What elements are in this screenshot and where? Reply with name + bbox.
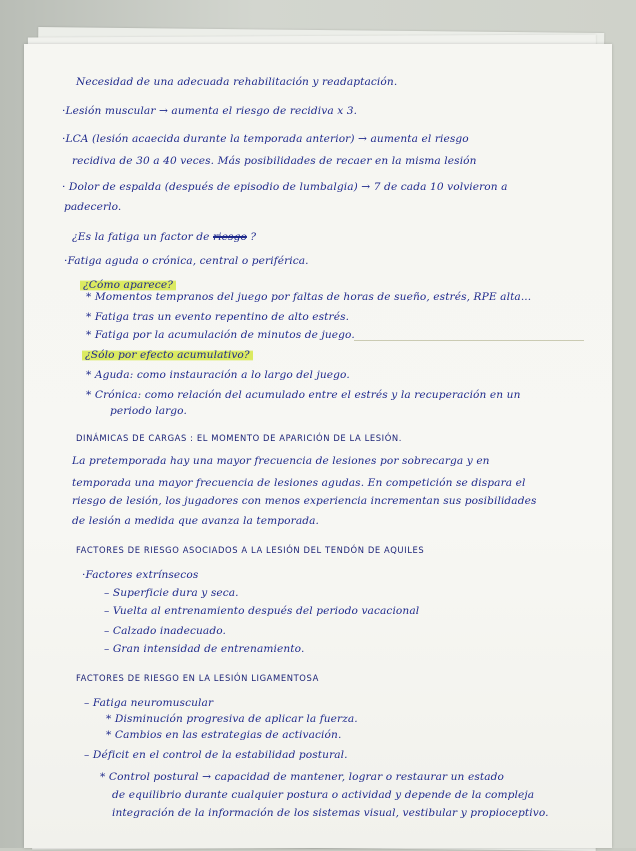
note-line: ·LCA (lesión acaecida durante la temporada anterior) → aumenta el riesgo bbox=[62, 133, 469, 145]
notes-page bbox=[24, 44, 612, 848]
note-line: – Superficie dura y seca. bbox=[104, 587, 239, 599]
section-heading: FACTORES DE RIESGO EN LA LESIÓN LIGAMENTOSA bbox=[76, 673, 319, 683]
note-line: * Control postural → capacidad de mantener, lograr o restaurar un estado bbox=[100, 771, 504, 783]
highlight-mark: ¿Sólo por efecto acumulativo? bbox=[82, 349, 253, 361]
note-line: riesgo de lesión, los jugadores con menos experiencia incrementan sus posibilidades bbox=[72, 495, 537, 507]
note-line: * Disminución progresiva de aplicar la fuerza. bbox=[106, 713, 358, 725]
section-heading: DINÁMICAS DE CARGAS : EL MOMENTO DE APARICIÓN DE LA LESIÓN. bbox=[76, 433, 403, 443]
note-line: recidiva de 30 a 40 veces. Más posibilidades de recaer en la misma lesión bbox=[72, 155, 477, 167]
note-line: – Déficit en el control de la estabilidad postural. bbox=[84, 749, 348, 761]
struck-word: riesgo bbox=[213, 231, 247, 243]
section-heading: FACTORES DE RIESGO ASOCIADOS A LA LESIÓN DEL TENDÓN DE AQUILES bbox=[76, 545, 425, 555]
note-line: de lesión a medida que avanza la temporada. bbox=[72, 515, 319, 527]
highlight-mark: ¿Cómo aparece? bbox=[80, 279, 176, 291]
note-line: – Calzado inadecuado. bbox=[104, 625, 226, 637]
note-line: La pretemporada hay una mayor frecuencia de lesiones por sobrecarga y en bbox=[72, 455, 490, 467]
note-line: * Aguda: como instauración a lo largo del juego. bbox=[86, 369, 350, 381]
note-line: – Gran intensidad de entrenamiento. bbox=[104, 643, 305, 655]
highlighted-question bbox=[82, 348, 253, 362]
note-line: periodo largo. bbox=[110, 405, 187, 417]
faint-rule bbox=[354, 340, 584, 341]
note-line: ·Factores extrínsecos bbox=[82, 569, 199, 581]
question-text: ¿Es la fatiga un factor de bbox=[72, 231, 214, 243]
note-line: * Fatiga tras un evento repentino de alto estrés. bbox=[86, 311, 350, 323]
note-line: ·Lesión muscular → aumenta el riesgo de recidiva x 3. bbox=[62, 105, 358, 117]
note-line: * Cambios en las estrategias de activación. bbox=[106, 729, 342, 741]
note-line: – Fatiga neuromuscular bbox=[84, 697, 214, 709]
note-line: * Crónica: como relación del acumulado entre el estrés y la recuperación en un bbox=[86, 389, 521, 401]
note-line: integración de la información de los sistemas visual, vestibular y propioceptivo. bbox=[112, 807, 549, 819]
note-line: temporada una mayor frecuencia de lesiones agudas. En competición se dispara el bbox=[72, 477, 526, 489]
note-line: · Dolor de espalda (después de episodio de lumbalgia) → 7 de cada 10 volvieron a bbox=[62, 181, 508, 193]
note-line: – Vuelta al entrenamiento después del periodo vacacional bbox=[104, 605, 420, 617]
question-mark: ? bbox=[246, 231, 257, 243]
note-line: ·Fatiga aguda o crónica, central o periférica. bbox=[64, 255, 309, 267]
note-line: * Fatiga por la acumulación de minutos de juego. bbox=[86, 329, 355, 341]
note-line: * Momentos tempranos del juego por faltas de horas de sueño, estrés, RPE alta... bbox=[86, 291, 532, 303]
note-line: de equilibrio durante cualquier postura o actividad y depende de la compleja bbox=[112, 789, 535, 801]
note-line: padecerlo. bbox=[64, 201, 122, 213]
note-line: Necesidad de una adecuada rehabilitación y readaptación. bbox=[76, 76, 398, 88]
question-fatigue bbox=[72, 230, 256, 244]
